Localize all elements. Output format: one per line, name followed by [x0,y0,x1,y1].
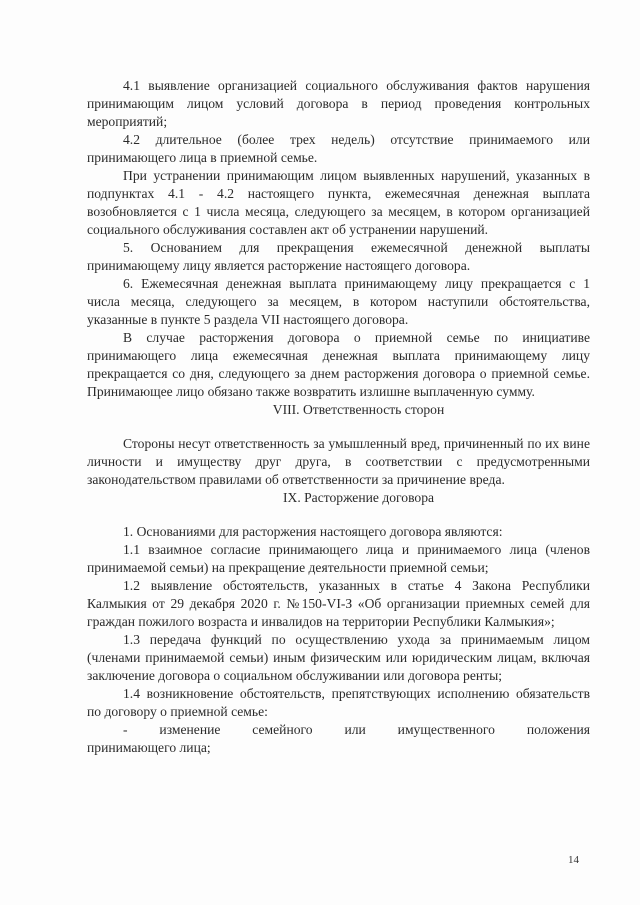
paragraph-resumption: При устранении принимающим лицом выявленных нарушений, указанных в подпунктах 4.1 - 4.2 настоящего пункта, ежемесячная денежная выплата возобновляется с 1 числа месяца, следующего за месяцем, в котором организацией социального обслуживания составлен акт об устранении нарушений. [87,168,590,237]
paragraph-4-1: 4.1 выявление организацией социального обслуживания фактов нарушения принимающим лицом условий договора в период проведения контрольных мероприятий; [87,78,590,129]
paragraph-5: 5. Основанием для прекращения ежемесячной денежной выплаты принимающему лицу является расторжение настоящего договора. [87,240,590,273]
paragraph-9-1-2: 1.2 выявление обстоятельств, указанных в статье 4 Закона Республики Калмыкия от 29 декабря 2020 г. №150-VI-З «Об организации приемных семей для граждан пожилого возраста и инвалидов на территории Республики Калмыкия»; [87,578,590,629]
dash-item-continuation: принимающего лица; [87,740,211,755]
dash-word: семейного [252,722,313,737]
dash-word: - [123,722,128,737]
dash-word: имущественного [397,722,495,737]
document-body [87,77,590,757]
dash-item-line [87,721,590,739]
paragraph-4-2: 4.2 длительное (более трех недель) отсутствие принимаемого или принимающего лица в приемной семье. [87,132,590,165]
paragraph-6: 6. Ежемесячная денежная выплата принимающему лицу прекращается с 1 числа месяца, следующего за месяцем, в котором наступили обстоятельства, указанные в пункте 5 раздела VII настоящего договора. [87,276,590,327]
section-9-intro: 1. Основаниями для расторжения настоящего договора являются: [123,524,503,539]
paragraph-termination-initiative: В случае расторжения договора о приемной семье по инициативе принимающего лица ежемесячная денежная выплата принимающему лицу прекращается со дня, следующего за днем расторжения договора о приемной семье. Принимающее лицо обязано также возвратить излишне выплаченную сумму. [87,330,590,399]
section-8-text: Стороны несут ответственность за умышленный вред, причиненный по их вине личности и имуществу друг друга, в соответствии с предусмотренными законодательством правилами об ответственности за причинение вреда. [87,436,590,487]
dash-word: или [344,722,366,737]
paragraph-9-1-1: 1.1 взаимное согласие принимающего лица и принимаемого лица (членов принимаемой семьи) на прекращение деятельности приемной семьи; [87,542,590,575]
paragraph-9-1-3: 1.3 передача функций по осуществлению ухода за принимаемым лицом (членами принимаемой семьи) иным физическим или юридическим лицам, включая заключение договора о социальном обслуживании или договора ренты; [87,632,590,683]
section-9-title: IX. Расторжение договора [282,490,435,505]
section-8-title: VIII. Ответственность сторон [272,402,445,417]
paragraph-9-1-4: 1.4 возникновение обстоятельств, препятствующих исполнению обязательств по договору о приемной семье: [87,686,590,719]
dash-word: изменение [159,722,221,737]
page-number: 14 [568,854,579,866]
dash-word: положения [526,722,590,737]
